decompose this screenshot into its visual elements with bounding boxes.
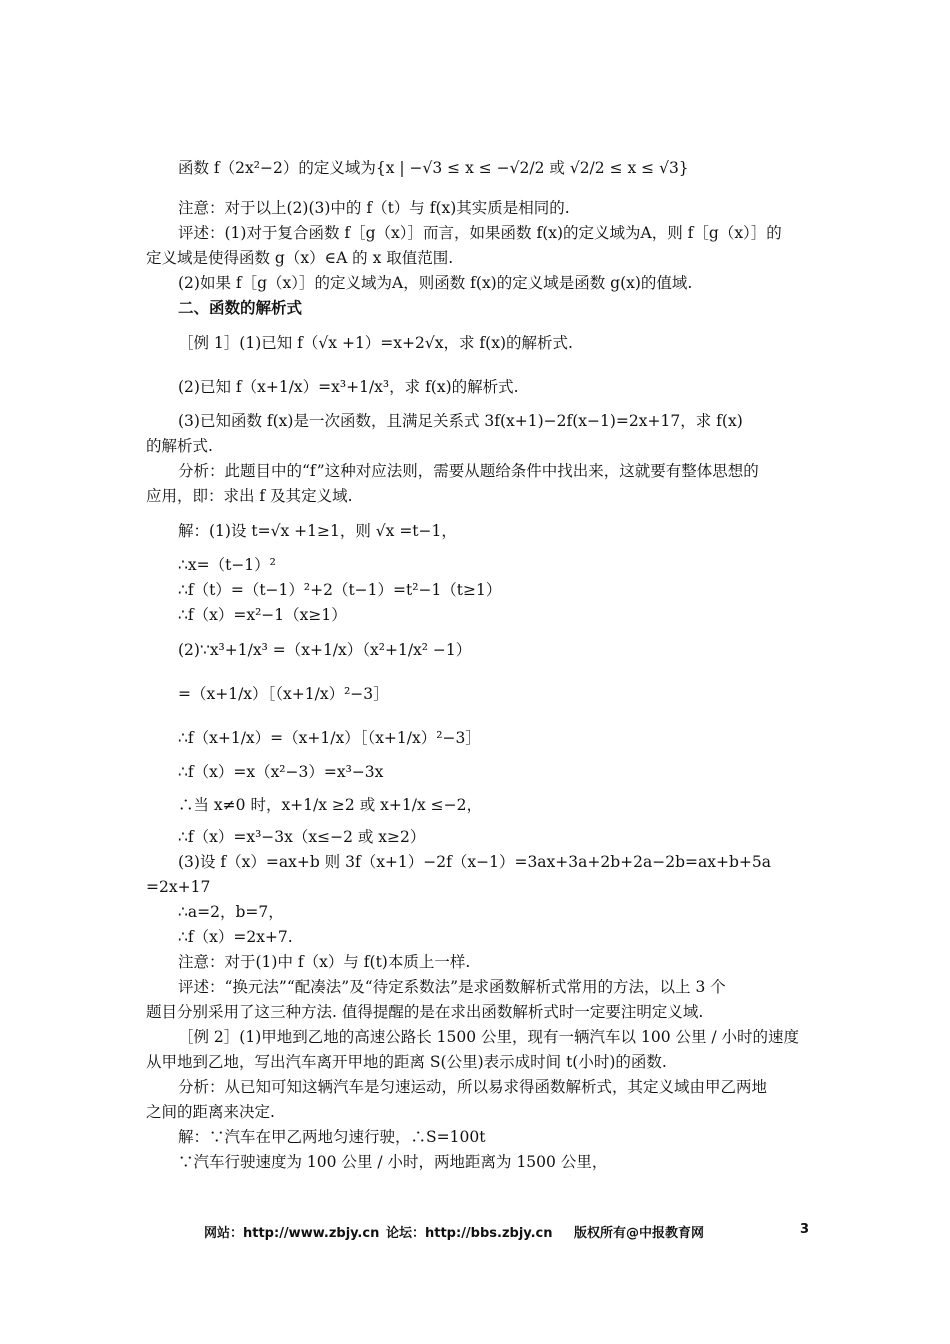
- text-line: (2)已知 f（x+1/x）=x³+1/x³，求 f(x)的解析式.: [178, 378, 519, 396]
- text-line: =2x+17: [146, 878, 211, 896]
- text-line: 定义域是使得函数 g（x）∈A 的 x 取值范围.: [146, 249, 454, 267]
- footer-website: 网站：http://www.zbjy.cn: [204, 1226, 380, 1241]
- page-number: 3: [800, 1222, 810, 1237]
- text-line: =（x+1/x）［（x+1/x）²−3］: [178, 685, 389, 703]
- text-line: 从甲地到乙地，写出汽车离开甲地的距离 S(公里)表示成时间 t(小时)的函数.: [146, 1053, 667, 1071]
- text-line: 分析：从已知可知这辆汽车是匀速运动，所以易求得函数解析式，其定义域由甲乙两地: [178, 1078, 768, 1096]
- text-line: 题目分别采用了这三种方法. 值得提醒的是在求出函数解析式时一定要注明定义域.: [146, 1003, 704, 1021]
- text-line: ［例 1］(1)已知 f（√x +1）=x+2√x，求 f(x)的解析式.: [178, 334, 573, 352]
- section-heading: 二、函数的解析式: [178, 299, 303, 317]
- text-line: ∵汽车行驶速度为 100 公里 / 小时，两地距离为 1500 公里，: [178, 1153, 608, 1171]
- text-line: 的解析式.: [146, 437, 213, 455]
- text-line: 应用，即：求出 f 及其定义域.: [146, 487, 353, 505]
- text-line: ∴a=2，b=7，: [178, 903, 284, 921]
- text-line: 注意：对于(1)中 f（x）与 f(t)本质上一样.: [178, 953, 471, 971]
- text-line: (2)∵x³+1/x³ =（x+1/x）（x²+1/x² −1）: [178, 641, 472, 659]
- text-line: ∴f（x）=2x+7.: [178, 928, 293, 946]
- text-line: (3)已知函数 f(x)是一次函数，且满足关系式 3f(x+1)−2f(x−1)=2x+17，求 f(x): [178, 412, 743, 430]
- text-line: ∴f（t）=（t−1）²+2（t−1）=t²−1（t≥1）: [178, 581, 502, 599]
- text-line: 注意：对于以上(2)(3)中的 f（t）与 f(x)其实质是相同的.: [178, 199, 570, 217]
- text-line: ∴f（x）=x²−1（x≥1）: [178, 606, 347, 624]
- footer-copyright: 版权所有@中报教育网: [574, 1226, 705, 1241]
- text-line: (2)如果 f［g（x）］的定义域为A，则函数 f(x)的定义域是函数 g(x)的值域.: [178, 274, 693, 292]
- text-line: 评述：“换元法”“配凑法”及“待定系数法”是求函数解析式常用的方法，以上 3 个: [178, 978, 726, 996]
- text-line: 分析：此题目中的“f”这种对应法则，需要从题给条件中找出来，这就要有整体思想的: [178, 462, 759, 480]
- text-line: ［例 2］(1)甲地到乙地的高速公路长 1500 公里，现有一辆汽车以 100 公里 / 小时的速度: [178, 1028, 800, 1046]
- text-line: ∴f（x）=x³−3x（x≤−2 或 x≥2）: [178, 828, 426, 846]
- text-line: 函数 f（2x²−2）的定义域为{x | −√3 ≤ x ≤ −√2/2 或 √2/2 ≤ x ≤ √3}: [178, 159, 689, 177]
- page-body: [146, 140, 818, 1175]
- text-line: 评述：(1)对于复合函数 f［g（x）］而言，如果函数 f(x)的定义域为A，则 f［g（x）］的: [178, 224, 782, 242]
- text-line: ∴当 x≠0 时，x+1/x ≥2 或 x+1/x ≤−2，: [178, 796, 482, 814]
- text-line: ∴f（x）=x（x²−3）=x³−3x: [178, 763, 384, 781]
- text-line: ∴f（x+1/x）=（x+1/x）［（x+1/x）²−3］: [178, 729, 481, 747]
- page-footer: [0, 1222, 950, 1246]
- footer-forum: 论坛：http://bbs.zbjy.cn: [386, 1226, 553, 1241]
- text-line: 解：(1)设 t=√x +1≥1，则 √x =t−1，: [178, 522, 457, 540]
- text-line: (3)设 f（x）=ax+b 则 3f（x+1）−2f（x−1）=3ax+3a+2b+2a−2b=ax+b+5a: [178, 853, 771, 871]
- text-line: 之间的距离来决定.: [146, 1103, 275, 1121]
- text-line: ∴x=（t−1）²: [178, 556, 276, 574]
- text-line: 解：∵汽车在甲乙两地匀速行驶，∴S=100t: [178, 1128, 486, 1146]
